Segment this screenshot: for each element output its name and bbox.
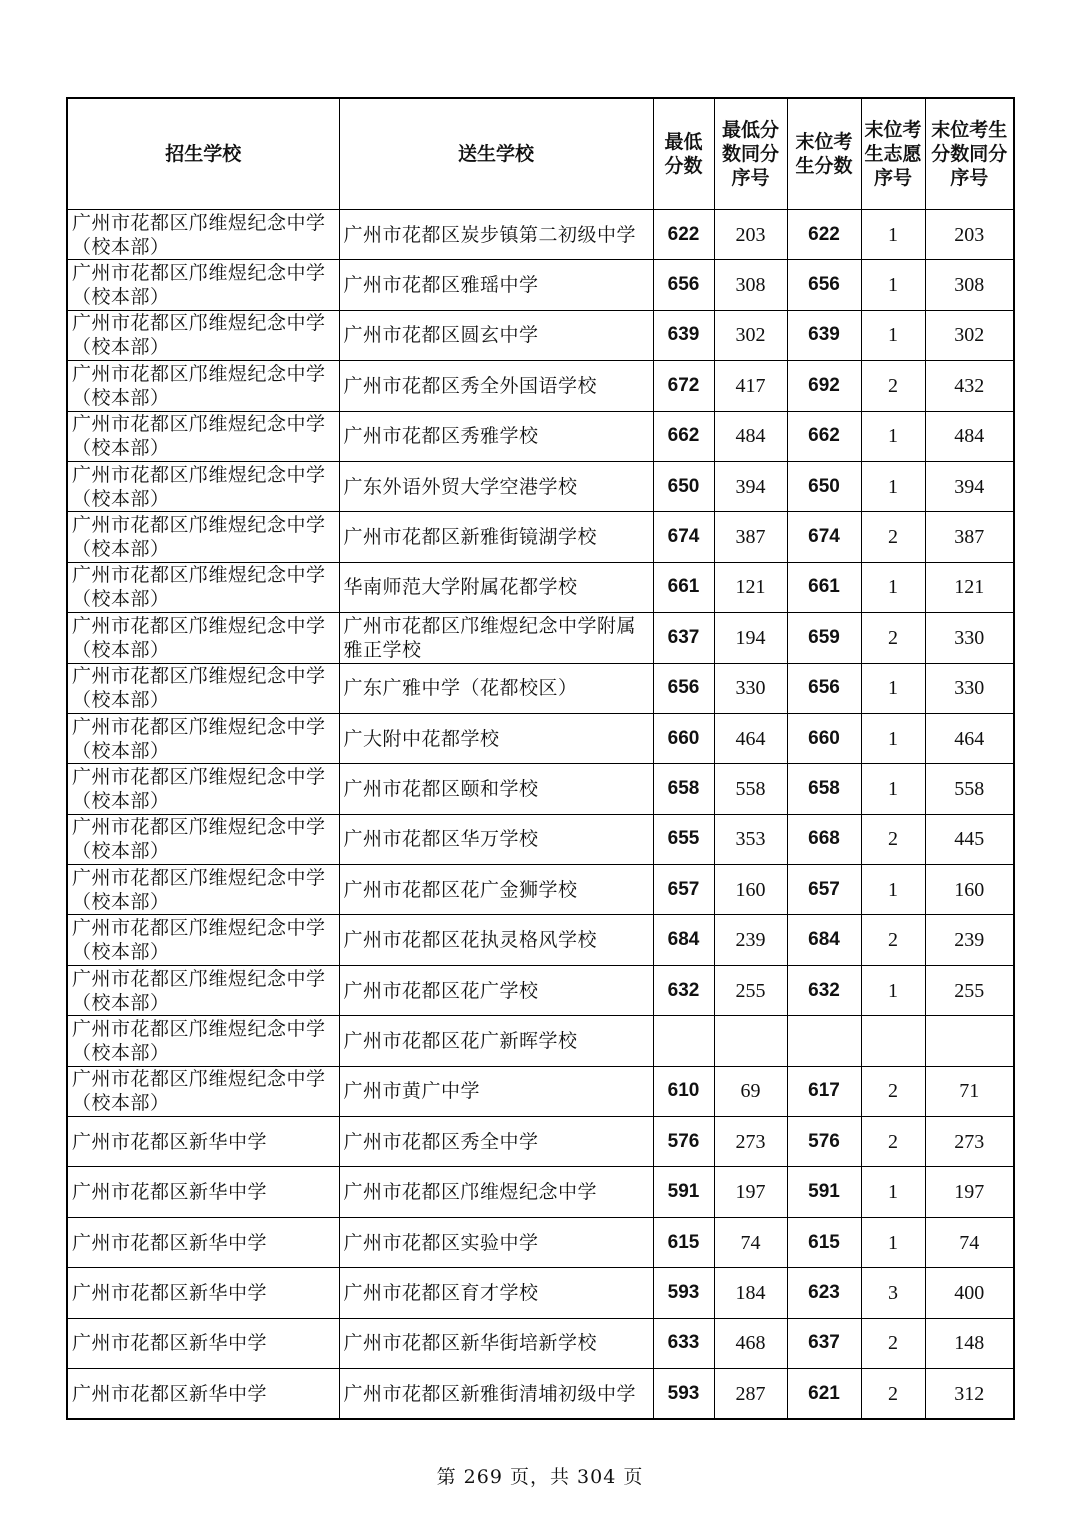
last-score-cell: 674	[787, 512, 861, 562]
min-score-cell: 674	[653, 512, 714, 562]
admitting-school-cell: 广州市花都区邝维煜纪念中学（校本部）	[67, 512, 339, 562]
min-score-cell: 591	[653, 1167, 714, 1217]
admitting-school-cell: 广州市花都区邝维煜纪念中学（校本部）	[67, 1016, 339, 1066]
min-score-tie-rank-cell: 194	[714, 613, 787, 663]
last-score-cell: 692	[787, 361, 861, 411]
min-score-cell: 610	[653, 1066, 714, 1116]
admitting-school-cell: 广州市花都区新华中学	[67, 1268, 339, 1318]
table-row	[67, 1268, 1014, 1318]
sending-school-cell: 华南师范大学附属花都学校	[339, 562, 653, 612]
min-score-cell: 660	[653, 713, 714, 763]
last-choice-rank-cell: 2	[861, 1066, 925, 1116]
header-last-score: 末位考生分数	[787, 98, 861, 210]
table-row	[67, 411, 1014, 461]
last-choice-rank-cell: 1	[861, 260, 925, 310]
sending-school-cell: 广州市花都区邝维煜纪念中学附属雅正学校	[339, 613, 653, 663]
min-score-cell: 615	[653, 1217, 714, 1267]
table-row	[67, 1016, 1014, 1066]
table-row	[67, 613, 1014, 663]
last-score-cell: 623	[787, 1268, 861, 1318]
sending-school-cell: 广州市花都区秀全中学	[339, 1117, 653, 1167]
header-admitting-school: 招生学校	[67, 98, 339, 210]
min-score-cell: 622	[653, 210, 714, 260]
last-score-tie-rank-cell: 445	[925, 814, 1014, 864]
page-footer: 第 269 页，共 304 页	[436, 1466, 644, 1488]
last-score-cell: 637	[787, 1318, 861, 1368]
sending-school-cell: 广州市花都区雅瑶中学	[339, 260, 653, 310]
min-score-cell: 593	[653, 1368, 714, 1419]
sending-school-cell: 广州市花都区花广学校	[339, 965, 653, 1015]
table-row	[67, 1066, 1014, 1116]
sending-school-cell: 广州市花都区圆玄中学	[339, 310, 653, 360]
table-row	[67, 562, 1014, 612]
last-score-cell: 615	[787, 1217, 861, 1267]
min-score-cell: 655	[653, 814, 714, 864]
last-score-cell: 668	[787, 814, 861, 864]
table-row	[67, 1217, 1014, 1267]
admitting-school-cell: 广州市花都区邝维煜纪念中学（校本部）	[67, 965, 339, 1015]
header-last-choice-rank: 末位考生志愿序号	[861, 98, 925, 210]
last-choice-rank-cell: 1	[861, 562, 925, 612]
min-score-cell: 637	[653, 613, 714, 663]
last-score-tie-rank-cell: 160	[925, 865, 1014, 915]
table-body	[67, 210, 1014, 1420]
last-score-tie-rank-cell: 330	[925, 663, 1014, 713]
sending-school-cell: 广州市花都区颐和学校	[339, 764, 653, 814]
last-score-tie-rank-cell: 197	[925, 1167, 1014, 1217]
min-score-tie-rank-cell: 203	[714, 210, 787, 260]
min-score-tie-rank-cell: 69	[714, 1066, 787, 1116]
last-choice-rank-cell: 2	[861, 1117, 925, 1167]
min-score-tie-rank-cell: 394	[714, 461, 787, 511]
last-score-tie-rank-cell: 484	[925, 411, 1014, 461]
admitting-school-cell: 广州市花都区邝维煜纪念中学（校本部）	[67, 411, 339, 461]
table-row	[67, 260, 1014, 310]
min-score-cell: 650	[653, 461, 714, 511]
table-row	[67, 915, 1014, 965]
sending-school-cell: 广东外语外贸大学空港学校	[339, 461, 653, 511]
last-choice-rank-cell: 1	[861, 411, 925, 461]
table-row	[67, 361, 1014, 411]
last-score-tie-rank-cell: 432	[925, 361, 1014, 411]
last-score-cell: 662	[787, 411, 861, 461]
last-choice-rank-cell: 1	[861, 1217, 925, 1267]
admitting-school-cell: 广州市花都区新华中学	[67, 1318, 339, 1368]
last-choice-rank-cell: 1	[861, 461, 925, 511]
min-score-tie-rank-cell: 74	[714, 1217, 787, 1267]
table-row	[67, 713, 1014, 763]
min-score-cell: 656	[653, 260, 714, 310]
table-row	[67, 965, 1014, 1015]
admitting-school-cell: 广州市花都区邝维煜纪念中学（校本部）	[67, 310, 339, 360]
last-score-cell: 659	[787, 613, 861, 663]
admitting-school-cell: 广州市花都区邝维煜纪念中学（校本部）	[67, 613, 339, 663]
last-score-cell: 656	[787, 260, 861, 310]
admission-score-table	[66, 97, 1015, 1420]
table-row	[67, 663, 1014, 713]
min-score-tie-rank-cell	[714, 1016, 787, 1066]
header-min-score-tie-rank: 最低分数同分序号	[714, 98, 787, 210]
min-score-cell: 593	[653, 1268, 714, 1318]
sending-school-cell: 广州市花都区华万学校	[339, 814, 653, 864]
last-score-tie-rank-cell: 312	[925, 1368, 1014, 1419]
min-score-tie-rank-cell: 160	[714, 865, 787, 915]
admitting-school-cell: 广州市花都区邝维煜纪念中学（校本部）	[67, 461, 339, 511]
last-score-cell: 661	[787, 562, 861, 612]
last-score-cell: 656	[787, 663, 861, 713]
min-score-cell: 658	[653, 764, 714, 814]
min-score-tie-rank-cell: 239	[714, 915, 787, 965]
last-choice-rank-cell: 1	[861, 965, 925, 1015]
last-choice-rank-cell: 1	[861, 713, 925, 763]
sending-school-cell: 广州市花都区邝维煜纪念中学	[339, 1167, 653, 1217]
last-score-tie-rank-cell: 148	[925, 1318, 1014, 1368]
last-score-cell: 632	[787, 965, 861, 1015]
table-row	[67, 1167, 1014, 1217]
sending-school-cell: 广州市花都区实验中学	[339, 1217, 653, 1267]
last-score-cell: 621	[787, 1368, 861, 1419]
admitting-school-cell: 广州市花都区邝维煜纪念中学（校本部）	[67, 210, 339, 260]
min-score-cell: 639	[653, 310, 714, 360]
min-score-tie-rank-cell: 558	[714, 764, 787, 814]
admitting-school-cell: 广州市花都区邝维煜纪念中学（校本部）	[67, 764, 339, 814]
table-row	[67, 764, 1014, 814]
admitting-school-cell: 广州市花都区邝维煜纪念中学（校本部）	[67, 915, 339, 965]
admitting-school-cell: 广州市花都区邝维煜纪念中学（校本部）	[67, 1066, 339, 1116]
last-score-tie-rank-cell: 394	[925, 461, 1014, 511]
min-score-tie-rank-cell: 255	[714, 965, 787, 1015]
min-score-tie-rank-cell: 121	[714, 562, 787, 612]
last-score-tie-rank-cell	[925, 1016, 1014, 1066]
table-row	[67, 210, 1014, 260]
last-score-tie-rank-cell: 74	[925, 1217, 1014, 1267]
last-score-cell: 658	[787, 764, 861, 814]
table-row	[67, 461, 1014, 511]
last-score-cell	[787, 1016, 861, 1066]
last-score-tie-rank-cell: 273	[925, 1117, 1014, 1167]
last-score-tie-rank-cell: 302	[925, 310, 1014, 360]
admitting-school-cell: 广州市花都区邝维煜纪念中学（校本部）	[67, 361, 339, 411]
sending-school-cell: 广州市花都区育才学校	[339, 1268, 653, 1318]
last-choice-rank-cell: 1	[861, 210, 925, 260]
min-score-tie-rank-cell: 387	[714, 512, 787, 562]
min-score-tie-rank-cell: 308	[714, 260, 787, 310]
min-score-tie-rank-cell: 184	[714, 1268, 787, 1318]
min-score-tie-rank-cell: 197	[714, 1167, 787, 1217]
min-score-cell: 657	[653, 865, 714, 915]
admitting-school-cell: 广州市花都区新华中学	[67, 1117, 339, 1167]
last-score-tie-rank-cell: 330	[925, 613, 1014, 663]
last-choice-rank-cell: 2	[861, 1318, 925, 1368]
admitting-school-cell: 广州市花都区新华中学	[67, 1217, 339, 1267]
last-score-tie-rank-cell: 71	[925, 1066, 1014, 1116]
table-row	[67, 865, 1014, 915]
last-score-tie-rank-cell: 121	[925, 562, 1014, 612]
last-score-cell: 622	[787, 210, 861, 260]
min-score-tie-rank-cell: 417	[714, 361, 787, 411]
admitting-school-cell: 广州市花都区邝维煜纪念中学（校本部）	[67, 663, 339, 713]
min-score-tie-rank-cell: 468	[714, 1318, 787, 1368]
header-min-score: 最低分数	[653, 98, 714, 210]
last-choice-rank-cell: 1	[861, 310, 925, 360]
min-score-tie-rank-cell: 273	[714, 1117, 787, 1167]
table-row	[67, 814, 1014, 864]
last-score-tie-rank-cell: 387	[925, 512, 1014, 562]
table-header-row	[67, 98, 1014, 210]
admitting-school-cell: 广州市花都区邝维煜纪念中学（校本部）	[67, 814, 339, 864]
header-last-score-tie-rank: 末位考生分数同分序号	[925, 98, 1014, 210]
min-score-cell	[653, 1016, 714, 1066]
min-score-cell: 656	[653, 663, 714, 713]
last-score-cell: 660	[787, 713, 861, 763]
last-score-cell: 617	[787, 1066, 861, 1116]
header-sending-school: 送生学校	[339, 98, 653, 210]
sending-school-cell: 广州市花都区秀雅学校	[339, 411, 653, 461]
min-score-cell: 576	[653, 1117, 714, 1167]
last-choice-rank-cell: 2	[861, 1368, 925, 1419]
table-row	[67, 1318, 1014, 1368]
sending-school-cell: 广州市花都区花广金狮学校	[339, 865, 653, 915]
last-score-tie-rank-cell: 239	[925, 915, 1014, 965]
last-score-cell: 591	[787, 1167, 861, 1217]
last-choice-rank-cell: 1	[861, 663, 925, 713]
table-row	[67, 1117, 1014, 1167]
admitting-school-cell: 广州市花都区邝维煜纪念中学（校本部）	[67, 562, 339, 612]
table-row	[67, 310, 1014, 360]
table-row	[67, 1368, 1014, 1419]
admitting-school-cell: 广州市花都区新华中学	[67, 1368, 339, 1419]
last-score-tie-rank-cell: 203	[925, 210, 1014, 260]
last-score-cell: 684	[787, 915, 861, 965]
min-score-tie-rank-cell: 484	[714, 411, 787, 461]
admitting-school-cell: 广州市花都区新华中学	[67, 1167, 339, 1217]
last-score-tie-rank-cell: 255	[925, 965, 1014, 1015]
min-score-cell: 672	[653, 361, 714, 411]
min-score-tie-rank-cell: 302	[714, 310, 787, 360]
min-score-tie-rank-cell: 464	[714, 713, 787, 763]
last-score-tie-rank-cell: 558	[925, 764, 1014, 814]
last-score-cell: 639	[787, 310, 861, 360]
last-choice-rank-cell: 3	[861, 1268, 925, 1318]
min-score-cell: 662	[653, 411, 714, 461]
last-choice-rank-cell: 2	[861, 613, 925, 663]
min-score-cell: 633	[653, 1318, 714, 1368]
sending-school-cell: 广州市花都区花执灵格风学校	[339, 915, 653, 965]
admitting-school-cell: 广州市花都区邝维煜纪念中学（校本部）	[67, 713, 339, 763]
last-choice-rank-cell	[861, 1016, 925, 1066]
last-choice-rank-cell: 1	[861, 1167, 925, 1217]
last-choice-rank-cell: 1	[861, 865, 925, 915]
min-score-cell: 661	[653, 562, 714, 612]
table-row	[67, 512, 1014, 562]
min-score-tie-rank-cell: 353	[714, 814, 787, 864]
sending-school-cell: 广州市花都区新华街培新学校	[339, 1318, 653, 1368]
sending-school-cell: 广大附中花都学校	[339, 713, 653, 763]
last-score-cell: 650	[787, 461, 861, 511]
min-score-cell: 632	[653, 965, 714, 1015]
sending-school-cell: 广州市花都区花广新晖学校	[339, 1016, 653, 1066]
last-choice-rank-cell: 2	[861, 814, 925, 864]
min-score-tie-rank-cell: 287	[714, 1368, 787, 1419]
sending-school-cell: 广州市花都区炭步镇第二初级中学	[339, 210, 653, 260]
sending-school-cell: 广州市花都区新雅街镜湖学校	[339, 512, 653, 562]
last-choice-rank-cell: 2	[861, 915, 925, 965]
last-score-cell: 657	[787, 865, 861, 915]
min-score-tie-rank-cell: 330	[714, 663, 787, 713]
sending-school-cell: 广州市花都区新雅街清埔初级中学	[339, 1368, 653, 1419]
last-choice-rank-cell: 2	[861, 361, 925, 411]
admitting-school-cell: 广州市花都区邝维煜纪念中学（校本部）	[67, 260, 339, 310]
sending-school-cell: 广州市花都区秀全外国语学校	[339, 361, 653, 411]
last-score-tie-rank-cell: 308	[925, 260, 1014, 310]
last-choice-rank-cell: 2	[861, 512, 925, 562]
sending-school-cell: 广州市黄广中学	[339, 1066, 653, 1116]
last-choice-rank-cell: 1	[861, 764, 925, 814]
last-score-tie-rank-cell: 464	[925, 713, 1014, 763]
min-score-cell: 684	[653, 915, 714, 965]
last-score-tie-rank-cell: 400	[925, 1268, 1014, 1318]
sending-school-cell: 广东广雅中学（花都校区）	[339, 663, 653, 713]
admitting-school-cell: 广州市花都区邝维煜纪念中学（校本部）	[67, 865, 339, 915]
last-score-cell: 576	[787, 1117, 861, 1167]
